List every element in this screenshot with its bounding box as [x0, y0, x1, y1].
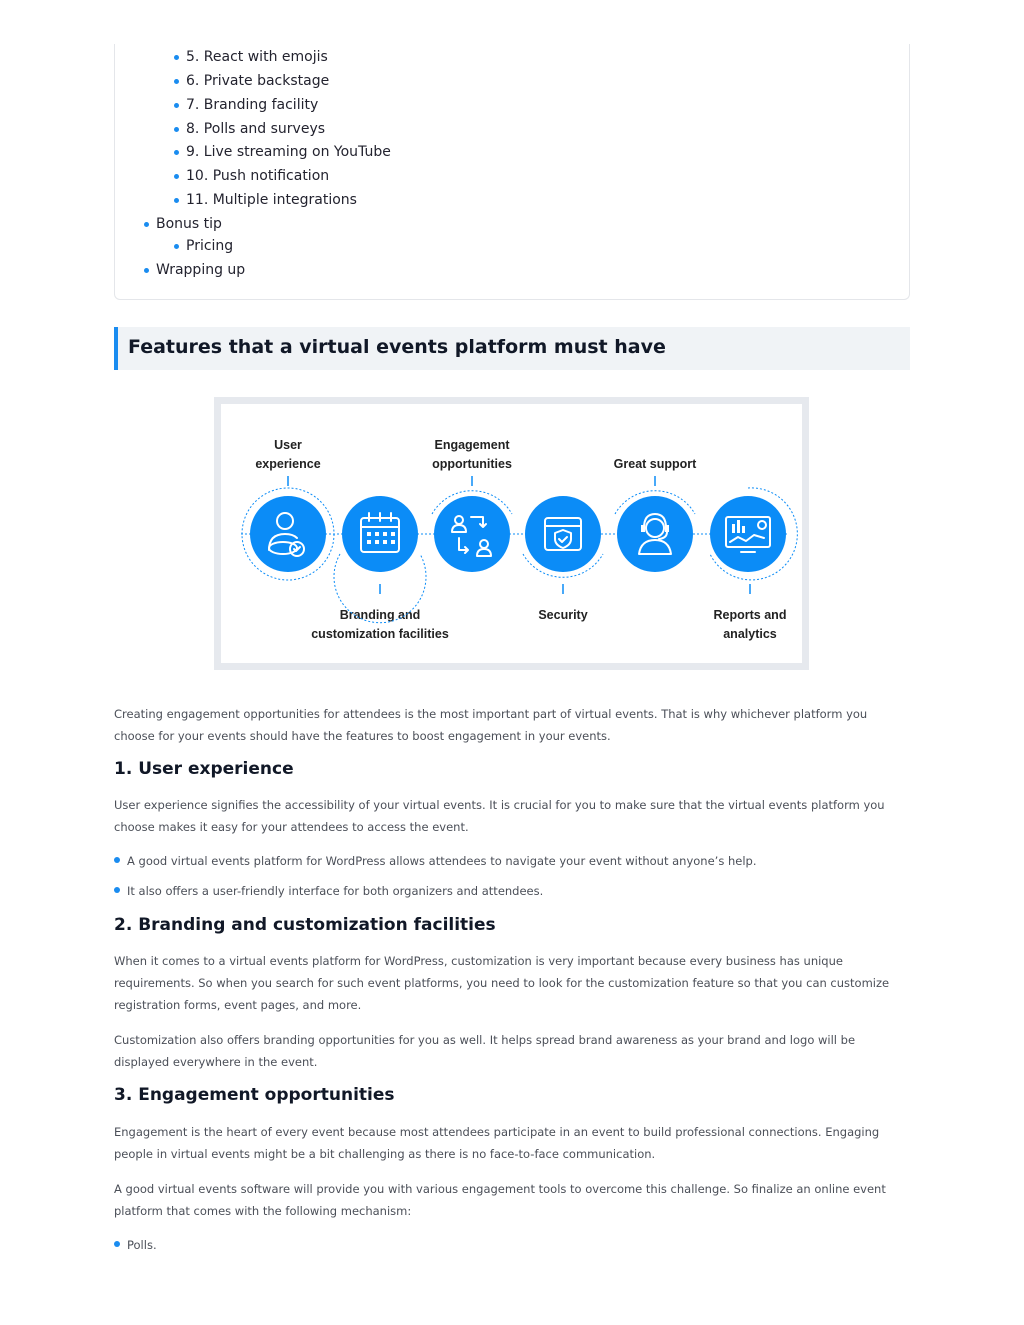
- toc-link[interactable]: 10. Push notification: [186, 167, 329, 185]
- bullet-icon: [144, 222, 149, 227]
- analytics-dashboard-icon: [710, 488, 797, 580]
- section-heading-title: Features that a virtual events platform must have: [128, 336, 666, 358]
- label-reports-line2: analytics: [723, 627, 777, 641]
- toc-link[interactable]: 11. Multiple integrations: [186, 191, 357, 209]
- bullet-icon: [114, 1241, 120, 1247]
- subheading-engagement: 3. Engagement opportunities: [114, 1085, 395, 1105]
- label-branding-line2: customization facilities: [311, 627, 449, 641]
- toc-link[interactable]: Wrapping up: [156, 261, 245, 279]
- support-agent-icon: [615, 491, 695, 572]
- toc-link[interactable]: 9. Live streaming on YouTube: [186, 143, 391, 161]
- bullet-icon: [174, 127, 179, 132]
- subheading-branding: 2. Branding and customization facilities: [114, 915, 496, 935]
- diagram-svg: [221, 404, 802, 663]
- section-heading: [114, 327, 910, 370]
- bullet-icon: [114, 857, 120, 863]
- calendar-icon: [334, 496, 426, 623]
- paragraph: User experience signifies the accessibility of your virtual events. It is crucial for you to make sure that the virtual events platform you choose makes it easy for your attendees to access the event.: [114, 798, 885, 834]
- intro-paragraph: Creating engagement opportunities for attendees is the most important part of virtual events. That is why whichever platform you choose for your events should have the features to boost engagement in your events.: [114, 707, 868, 743]
- paragraph: A good virtual events software will provide you with various engagement tools to overcome this challenge. So finalize an online event platform that comes with the following mechanism:: [114, 1182, 886, 1218]
- label-branding-line1: Branding and: [339, 608, 421, 622]
- list-item: It also offers a user-friendly interface for both organizers and attendees.: [127, 883, 543, 899]
- label-security: Security: [538, 608, 588, 622]
- label-engagement-line2: opportunities: [432, 457, 512, 471]
- paragraph: When it comes to a virtual events platform for WordPress, customization is very important because every business has unique requirements. So when you search for such event platforms, you need to look for the customization feature so that you can customize registration forms, event pages, and more.: [114, 954, 890, 1012]
- toc-link[interactable]: 5. React with emojis: [186, 48, 328, 66]
- features-diagram: [214, 397, 809, 670]
- toc-link[interactable]: 8. Polls and surveys: [186, 120, 325, 138]
- list-item: A good virtual events platform for WordPress allows attendees to navigate your event without anyone’s help.: [127, 853, 757, 869]
- subheading-user-experience: 1. User experience: [114, 759, 294, 779]
- bullet-icon: [174, 244, 179, 249]
- bullet-icon: [114, 887, 120, 893]
- bullet-icon: [174, 79, 179, 84]
- paragraph: Customization also offers branding opportunities for you as well. It helps spread brand awareness as your brand and logo will be displayed everywhere in the event.: [114, 1033, 856, 1069]
- label-engagement-line1: Engagement: [434, 438, 510, 452]
- table-of-contents: [114, 44, 910, 300]
- paragraph: Engagement is the heart of every event because most attendees participate in an event to build professional connections. Engaging people in virtual events might be a bit challenging as there is no face-to-face communication.: [114, 1125, 880, 1161]
- exchange-users-icon: [432, 491, 512, 572]
- label-great-support: Great support: [613, 457, 697, 471]
- bullet-icon: [174, 55, 179, 60]
- label-user-experience-line1: User: [274, 438, 302, 452]
- shield-check-icon: [523, 496, 603, 577]
- user-check-icon: [242, 488, 334, 580]
- toc-link[interactable]: Bonus tip: [156, 215, 222, 233]
- bullet-icon: [174, 103, 179, 108]
- list-item: Polls.: [127, 1237, 157, 1253]
- label-user-experience-line2: experience: [255, 457, 321, 471]
- toc-link[interactable]: 7. Branding facility: [186, 96, 318, 114]
- label-reports-line1: Reports and: [713, 608, 787, 622]
- bullet-icon: [174, 174, 179, 179]
- diagram-canvas: [221, 404, 802, 663]
- toc-link[interactable]: Pricing: [186, 237, 233, 255]
- toc-link[interactable]: 6. Private backstage: [186, 72, 329, 90]
- bullet-icon: [174, 198, 179, 203]
- bullet-icon: [144, 268, 149, 273]
- bullet-icon: [174, 150, 179, 155]
